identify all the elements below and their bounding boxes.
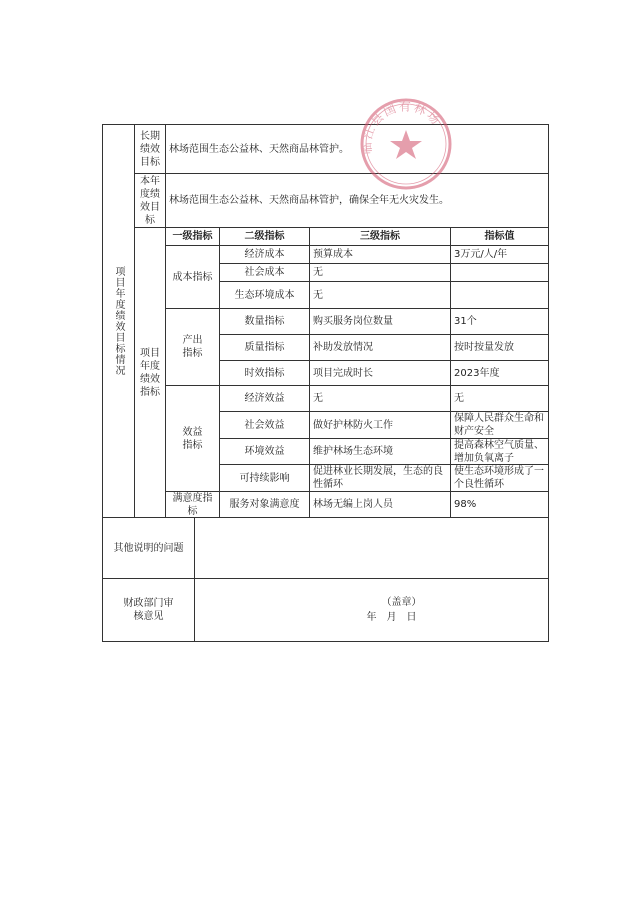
header-level3: 三级指标 xyxy=(309,227,451,246)
long-term-text: 林场范围生态公益林、天然商品林管护。 xyxy=(169,143,349,155)
long-term-label: 长期绩效目标 xyxy=(140,130,160,168)
table-row-2-v xyxy=(450,281,549,309)
table-row-5-v: 2023年度 xyxy=(450,360,549,386)
annual-label: 本年度绩效目标 xyxy=(140,175,160,226)
group-satisfaction: 满意度指标 xyxy=(165,491,220,518)
table-row-9-v: 使生态环境形成了一个良性循环 xyxy=(450,464,549,492)
header-value: 指标值 xyxy=(450,227,549,246)
finance-label: 财政部门审核意见 xyxy=(123,598,174,622)
left-label-cell xyxy=(102,124,135,518)
group-benefit: 效益指标 xyxy=(165,385,220,492)
table-row-6-l3: 无 xyxy=(309,385,451,412)
table-row-8-v: 提高森林空气质量、增加负氧离子 xyxy=(450,438,549,465)
table-row-0-v: 3万元/人/年 xyxy=(450,245,549,264)
table-row-5-l2: 时效指标 xyxy=(219,360,310,386)
table-row-10-l3: 林场无编上岗人员 xyxy=(309,491,451,518)
other-text-cell xyxy=(194,517,549,579)
table-row-7-l3: 做好护林防火工作 xyxy=(309,411,451,439)
table-row-1-l2: 社会成本 xyxy=(219,263,310,282)
table-row-8-l3: 维护林场生态环境 xyxy=(309,438,451,465)
performance-table xyxy=(102,124,549,642)
group-cost: 成本指标 xyxy=(165,245,220,309)
table-row-1-v xyxy=(450,263,549,282)
annual-label-cell xyxy=(134,173,166,228)
indicator-label: 项目年度绩效指标 xyxy=(140,347,160,398)
finance-label-cell xyxy=(102,578,195,642)
left-label: 项目年度绩效目标情况 xyxy=(113,266,124,376)
annual-text: 林场范围生态公益林、天然商品林管护，确保全年无火灾发生。 xyxy=(169,195,449,206)
long-term-label-cell xyxy=(134,124,166,174)
finance-date: 年 月 日 xyxy=(366,612,417,623)
table-row-9-l3: 促进林业长期发展，生态的良性循环 xyxy=(309,464,451,492)
table-row-4-l2: 质量指标 xyxy=(219,334,310,361)
table-row-3-l3: 购买服务岗位数量 xyxy=(309,308,451,335)
table-row-10-l2: 服务对象满意度 xyxy=(219,491,310,518)
indicator-label-cell xyxy=(134,227,166,518)
other-label: 其他说明的问题 xyxy=(113,542,184,554)
table-row-2-l3: 无 xyxy=(309,281,451,309)
header-level2: 二级指标 xyxy=(219,227,310,246)
table-row-1-l3: 无 xyxy=(309,263,451,282)
finance-text-cell xyxy=(194,578,549,642)
table-row-4-l3: 补助发放情况 xyxy=(309,334,451,361)
table-row-3-v: 31个 xyxy=(450,308,549,335)
table-row-6-v: 无 xyxy=(450,385,549,412)
finance-seal: （盖章） xyxy=(381,597,422,608)
header-level1: 一级指标 xyxy=(165,227,220,246)
annual-text-cell xyxy=(165,173,549,228)
table-row-9-l2: 可持续影响 xyxy=(219,464,310,492)
table-row-7-v: 保障人民群众生命和财产安全 xyxy=(450,411,549,439)
group-output: 产出指标 xyxy=(165,308,220,386)
other-label-cell xyxy=(102,517,195,579)
table-row-8-l2: 环境效益 xyxy=(219,438,310,465)
long-term-text-cell xyxy=(165,124,549,174)
table-row-0-l3: 预算成本 xyxy=(309,245,451,264)
table-row-3-l2: 数量指标 xyxy=(219,308,310,335)
star-icon xyxy=(390,130,422,159)
official-stamp xyxy=(358,96,454,192)
table-row-6-l2: 经济效益 xyxy=(219,385,310,412)
table-row-0-l2: 经济成本 xyxy=(219,245,310,264)
table-row-10-v: 98% xyxy=(450,491,549,518)
stamp-text: 临江县国有林场 xyxy=(359,99,444,155)
table-row-5-l3: 项目完成时长 xyxy=(309,360,451,386)
table-row-2-l2: 生态环境成本 xyxy=(219,281,310,309)
table-row-4-v: 按时按量发放 xyxy=(450,334,549,361)
table-row-7-l2: 社会效益 xyxy=(219,411,310,439)
